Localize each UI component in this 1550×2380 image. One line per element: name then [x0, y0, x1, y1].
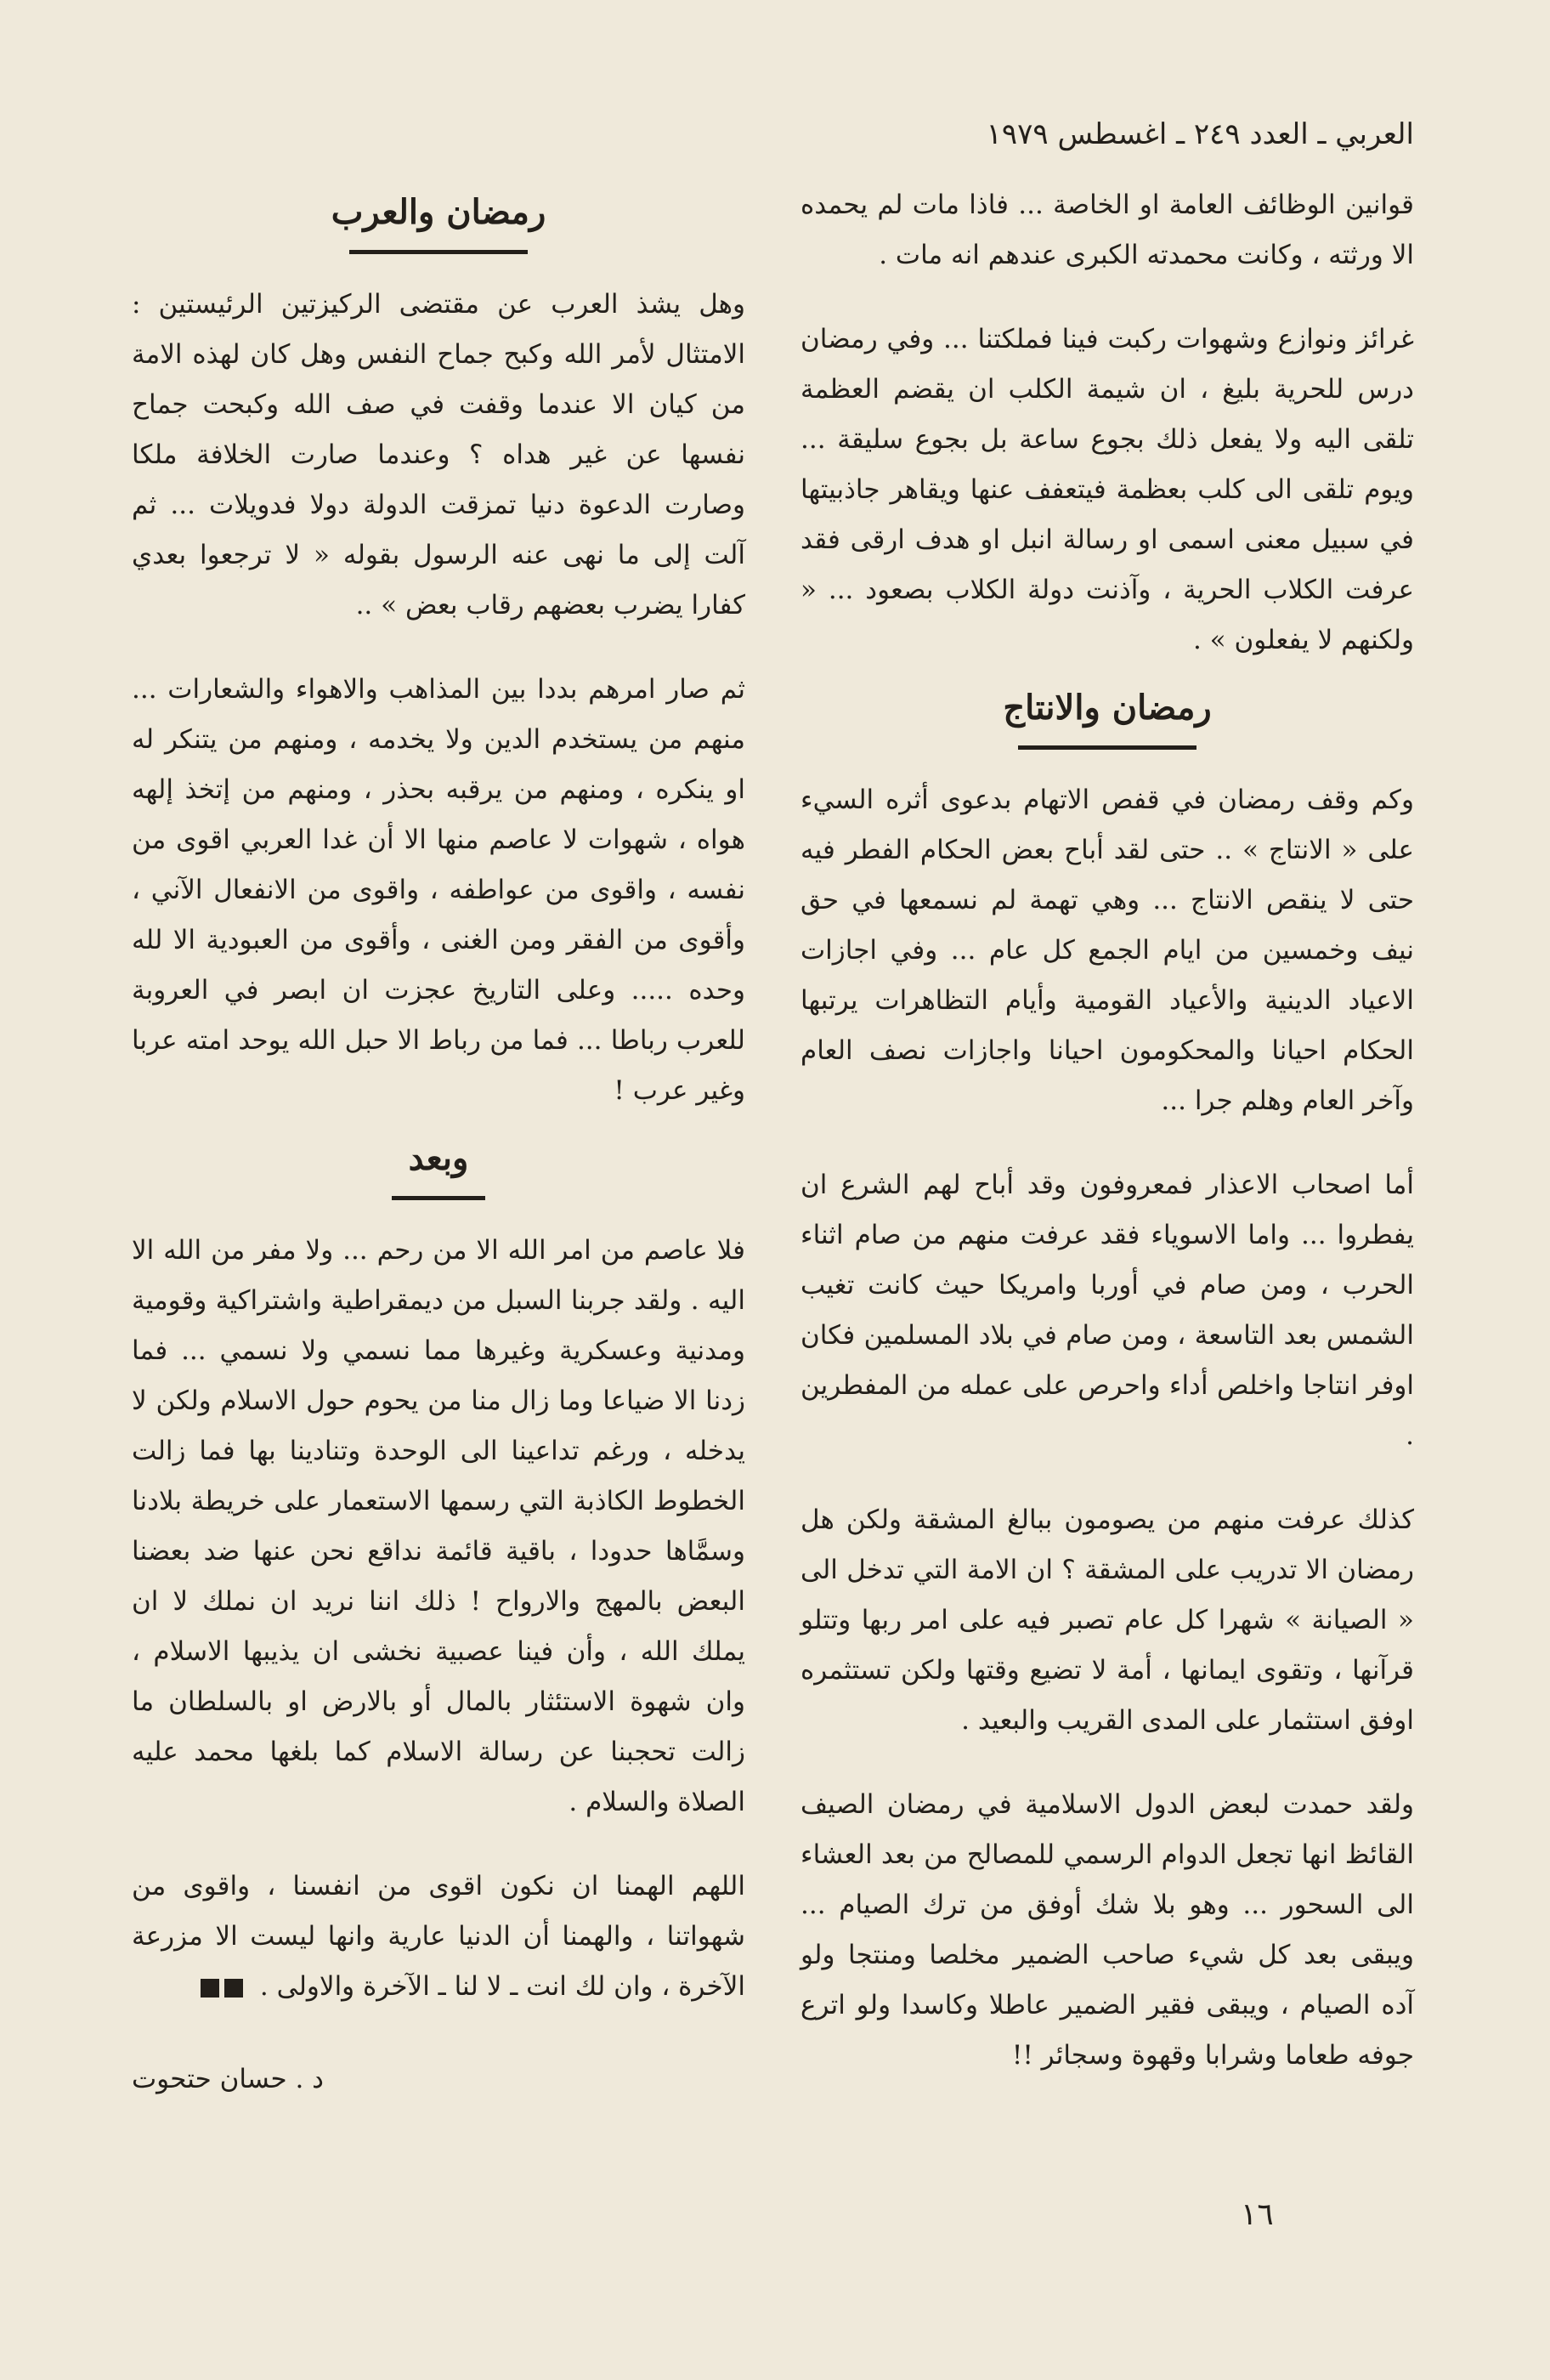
closing-prayer — [132, 1862, 745, 2012]
paragraph: وهل يشذ العرب عن مقتضى الركيزتين الرئيستين : الامتثال لأمر الله وكبح جماح النفس وهل كان لهذه الامة من كيان الا عندما وقفت في صف الله وكبحت جماح نفسها عن غير هداه ؟ وعندما صارت الخلافة ملكا وصارت الدعوة دنيا تمزقت الدولة دولا فدويلات ... ثم آلت إلى ما نهى عنه الرسول بقوله « لا ترجعوا بعدي كفارا يضرب بعضهم رقاب بعض » .. — [132, 289, 745, 620]
section-title-ramadan-production: رمضان والانتاج — [1003, 688, 1212, 728]
title-rule — [349, 250, 528, 254]
section-title-ramadan-arabs: رمضان والعرب — [331, 192, 546, 232]
author-name: د . حسان حتحوت — [132, 2064, 324, 2094]
paragraph: أما اصحاب الاعذار فمعروفون وقد أباح لهم الشرع ان يفطروا ... واما الاسوياء فقد عرفت منهم من صام اثناء الحرب ، ومن صام في أوربا وامريكا حيث كانت تغيب الشمس بعد التاسعة ، ومن صام في بلاد المسلمين فكان اوفر انتاجا واخلص أداء واحرص على عمله من المفطرين . — [800, 1170, 1414, 1451]
paragraph: كذلك عرفت منهم من يصومون ببالغ المشقة ولكن هل رمضان الا تدريب على المشقة ؟ ان الامة التي تدخل الى « الصيانة » شهرا كل عام تصبر فيه على امر ربها وتتلو قرآنها ، وتقوى ايمانها ، أمة لا تضيع وقتها ولكن تستثمره اوفق استثمار على المدى القريب والبعيد . — [800, 1504, 1414, 1736]
running-header: العربي ـ العدد ٢٤٩ ـ اغسطس ١٩٧٩ — [986, 117, 1414, 151]
page-number: ١٦ — [1241, 2197, 1274, 2232]
paragraph: ثم صار امرهم بددا بين المذاهب والاهواء والشعارات ... منهم من يستخدم الدين ولا يخدمه ، ومنهم من يتنكر له او ينكره ، ومنهم من يرقبه بحذر ، ومنهم من إتخذ إلهه هواه ، شهوات لا عاصم منها الا أن غدا العربي اقوى من نفسه ، واقوى من عواطفه ، واقوى من الانفعال الآني ، وأقوى من الفقر ومن الغنى ، وأقوى من العبودية الا لله وحده ..... وعلى التاريخ عجزت ان ابصر في العروبة للعرب رباطا ... فما من رباط الا حبل الله يوحد امته عربا وغير عرب ! — [132, 674, 745, 1106]
left-column — [132, 180, 745, 2105]
paragraph: قوانين الوظائف العامة او الخاصة ... فاذا مات لم يحمده الا ورثته ، وكانت محمدته الكبرى عندهم انه مات . — [800, 190, 1414, 270]
section-title-and-after: وبعد — [408, 1138, 469, 1178]
paragraph: وكم وقف رمضان في قفص الاتهام بدعوى أثره السيء على « الانتاج » .. حتى لقد أباح بعض الحكام الفطر فيه حتى لا ينقص الانتاج ... وهي تهمة لم نسمعها في حق نيف وخمسين من ايام الجمع كل عام ... وفي اجازات الاعياد الدينية والأعياد القومية وأيام التظاهرات يرتبها الحكام احيانا والمحكومون احيانا واجازات نصف العام وآخر العام وهلم جرا ... — [800, 785, 1414, 1116]
title-rule — [1018, 745, 1196, 750]
paragraph: غرائز ونوازع وشهوات ركبت فينا فملكتنا ... وفي رمضان درس للحرية بليغ ، ان شيمة الكلب ان يقضم العظمة تلقى اليه ولا يفعل ذلك بجوع ساعة بل بجوع سليقة ... ويوم تلقى الى كلب بعظمة فيتعفف عنها ويقاهر جاذبيتها في سبيل معنى اسمى او رسالة انبل او هدف ارقى فقد عرفت الكلاب الحرية ، وآذنت دولة الكلاب بصعود ... « ولكنهم لا يفعلون » . — [800, 324, 1414, 655]
paragraph: ولقد حمدت لبعض الدول الاسلامية في رمضان الصيف القائظ انها تجعل الدوام الرسمي للمصالح من بعد العشاء الى السحور ... وهو بلا شك أوفق من ترك الصيام ... ويبقى بعد كل شيء صاحب الضمير مخلصا ومنتجا ولو آده الصيام ، ويبقى فقير الضمير عاطلا وكاسدا ولو اترع جوفه طعاما وشرابا وقهوة وسجائر !! — [800, 1789, 1414, 2071]
closing-prayer-text: اللهم الهمنا ان نكون اقوى من انفسنا ، واقوى من شهواتنا ، والهمنا أن الدنيا عارية وانها ليست الا مزرعة الآخرة ، وان لك انت ـ لا لنا ـ الآخرة والاولى . — [132, 1871, 745, 2002]
title-rule — [392, 1196, 485, 1200]
end-marks-icon — [195, 1962, 243, 2012]
right-column — [800, 180, 1414, 2081]
paragraph: فلا عاصم من امر الله الا من رحم ... ولا مفر من الله الا اليه . ولقد جربنا السبل من ديمقراطية واشتراكية وقومية ومدنية وعسكرية وغيرها مما نسمي ولا نسمي ... فما زدنا الا ضياعا وما زال منا من يحوم حول الاسلام ولكن لا يدخله ، ورغم تداعينا الى الوحدة وتنادينا بها فما زالت الخطوط الكاذبة التي رسمها الاستعمار على خريطة بلادنا وسمَّاها حدودا ، باقية قائمة نداقع نحن عنها ضد بعضنا البعض بالمهج والارواح ! ذلك اننا نريد ان نملك لا ان يملك الله ، وأن فينا عصبية نخشى ان يذيبها الاسلام ، وان شهوة الاستئثار بالمال أو بالارض او بالسلطان ما زالت تحجبنا عن رسالة الاسلام كما بلغها محمد عليه الصلاة والسلام . — [132, 1235, 745, 1817]
